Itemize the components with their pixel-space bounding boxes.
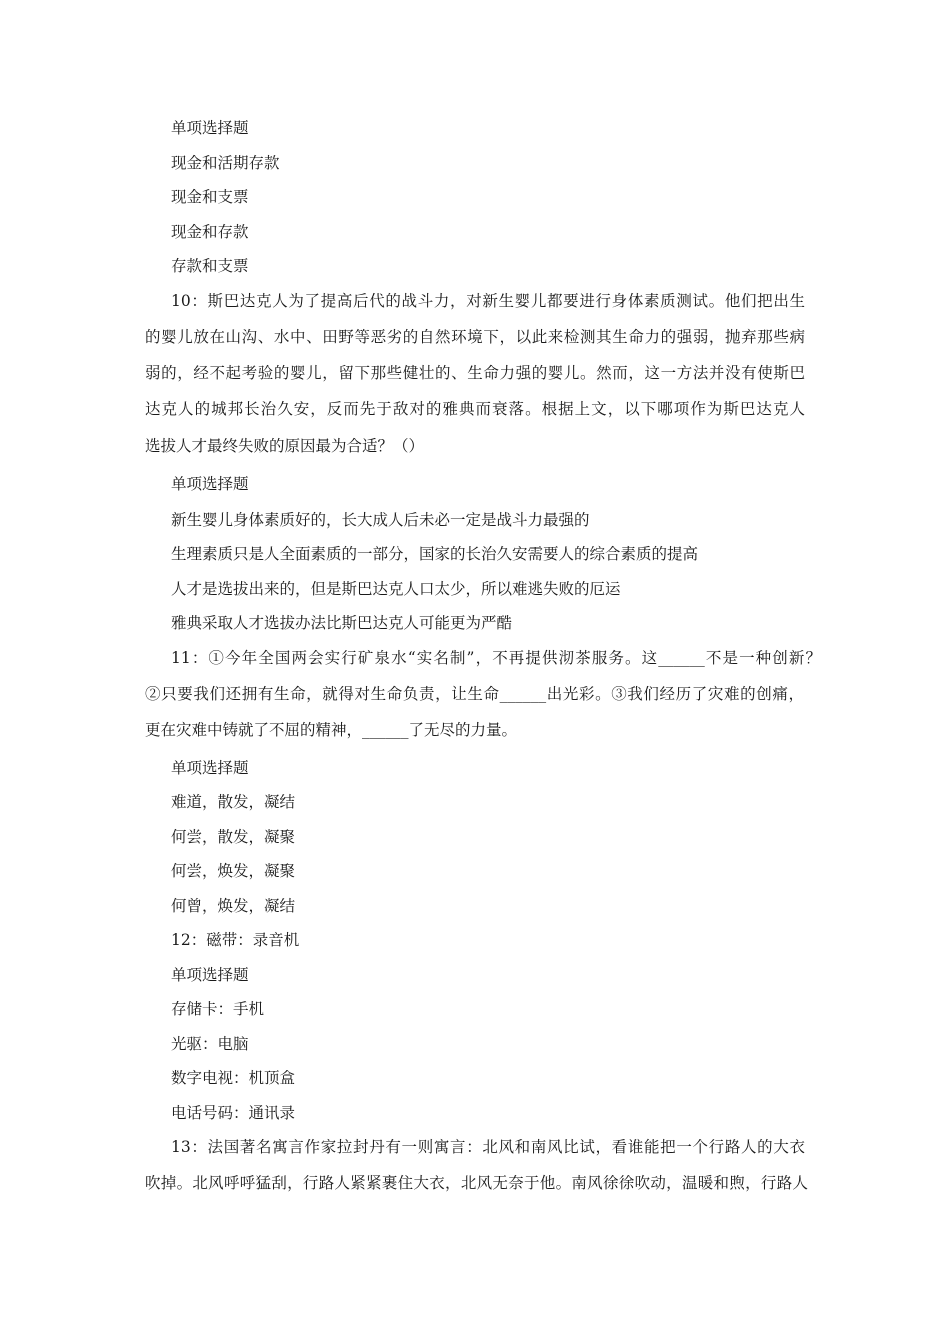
q11-stem-line-1: 11：①今年全国两会实行矿泉水“实名制”，不再提供沏茶服务。这______不是一种创新？	[171, 649, 821, 667]
q10-option-c: 人才是选拔出来的，但是斯巴达克人口太少，所以难逃失败的厄运	[171, 580, 621, 598]
q11-option-c: 何尝，焕发，凝聚	[171, 862, 296, 880]
question-type-label: 单项选择题	[171, 119, 249, 137]
question-type-label: 单项选择题	[171, 966, 249, 984]
q10-stem-line-3: 弱的，经不起考验的婴儿，留下那些健壮的、生命力强的婴儿。然而，这一方法并没有使斯巴	[145, 364, 805, 382]
q11-stem-line-2: ②只要我们还拥有生命，就得对生命负责，让生命______出光彩。③我们经历了灾难的创痛，	[145, 685, 804, 703]
q11-option-b: 何尝，散发，凝聚	[171, 828, 296, 846]
option-a: 现金和活期存款	[171, 154, 280, 172]
q12-option-d: 电话号码：通讯录	[171, 1104, 296, 1122]
q11-option-a: 难道，散发，凝结	[171, 793, 296, 811]
q11-stem-line-3: 更在灾难中铸就了不屈的精神，______了无尽的力量。	[145, 721, 518, 739]
q10-stem-line-4: 达克人的城邦长治久安，反而先于敌对的雅典而衰落。根据上文，以下哪项作为斯巴达克人	[145, 400, 805, 418]
option-d: 存款和支票	[171, 257, 249, 275]
option-c: 现金和存款	[171, 223, 249, 241]
q13-stem-line-2: 吹掉。北风呼呼猛刮，行路人紧紧裹住大衣，北风无奈于他。南风徐徐吹动，温暖和煦，行路人	[145, 1174, 808, 1192]
question-type-label: 单项选择题	[171, 475, 249, 493]
option-b: 现金和支票	[171, 188, 249, 206]
question-type-label: 单项选择题	[171, 759, 249, 777]
q10-option-b: 生理素质只是人全面素质的一部分，国家的长治久安需要人的综合素质的提高	[171, 545, 699, 563]
q10-stem-line-5: 选拔人才最终失败的原因最为合适？（）	[145, 437, 425, 455]
q10-stem-line-1: 10：斯巴达克人为了提高后代的战斗力，对新生婴儿都要进行身体素质测试。他们把出生	[171, 292, 805, 310]
q12-option-a: 存储卡：手机	[171, 1000, 265, 1018]
q10-option-a: 新生婴儿身体素质好的，长大成人后未必一定是战斗力最强的	[171, 511, 590, 529]
q13-stem-line-1: 13：法国著名寓言作家拉封丹有一则寓言：北风和南风比试，看谁能把一个行路人的大衣	[171, 1138, 805, 1156]
q12-option-b: 光驱：电脑	[171, 1035, 249, 1053]
q12-stem: 12：磁带：录音机	[171, 931, 300, 949]
q12-option-c: 数字电视：机顶盒	[171, 1069, 296, 1087]
q11-option-d: 何曾，焕发，凝结	[171, 897, 296, 915]
q10-stem-line-2: 的婴儿放在山沟、水中、田野等恶劣的自然环境下，以此来检测其生命力的强弱，抛弃那些病	[145, 328, 805, 346]
q10-option-d: 雅典采取人才选拔办法比斯巴达克人可能更为严酷	[171, 614, 513, 632]
